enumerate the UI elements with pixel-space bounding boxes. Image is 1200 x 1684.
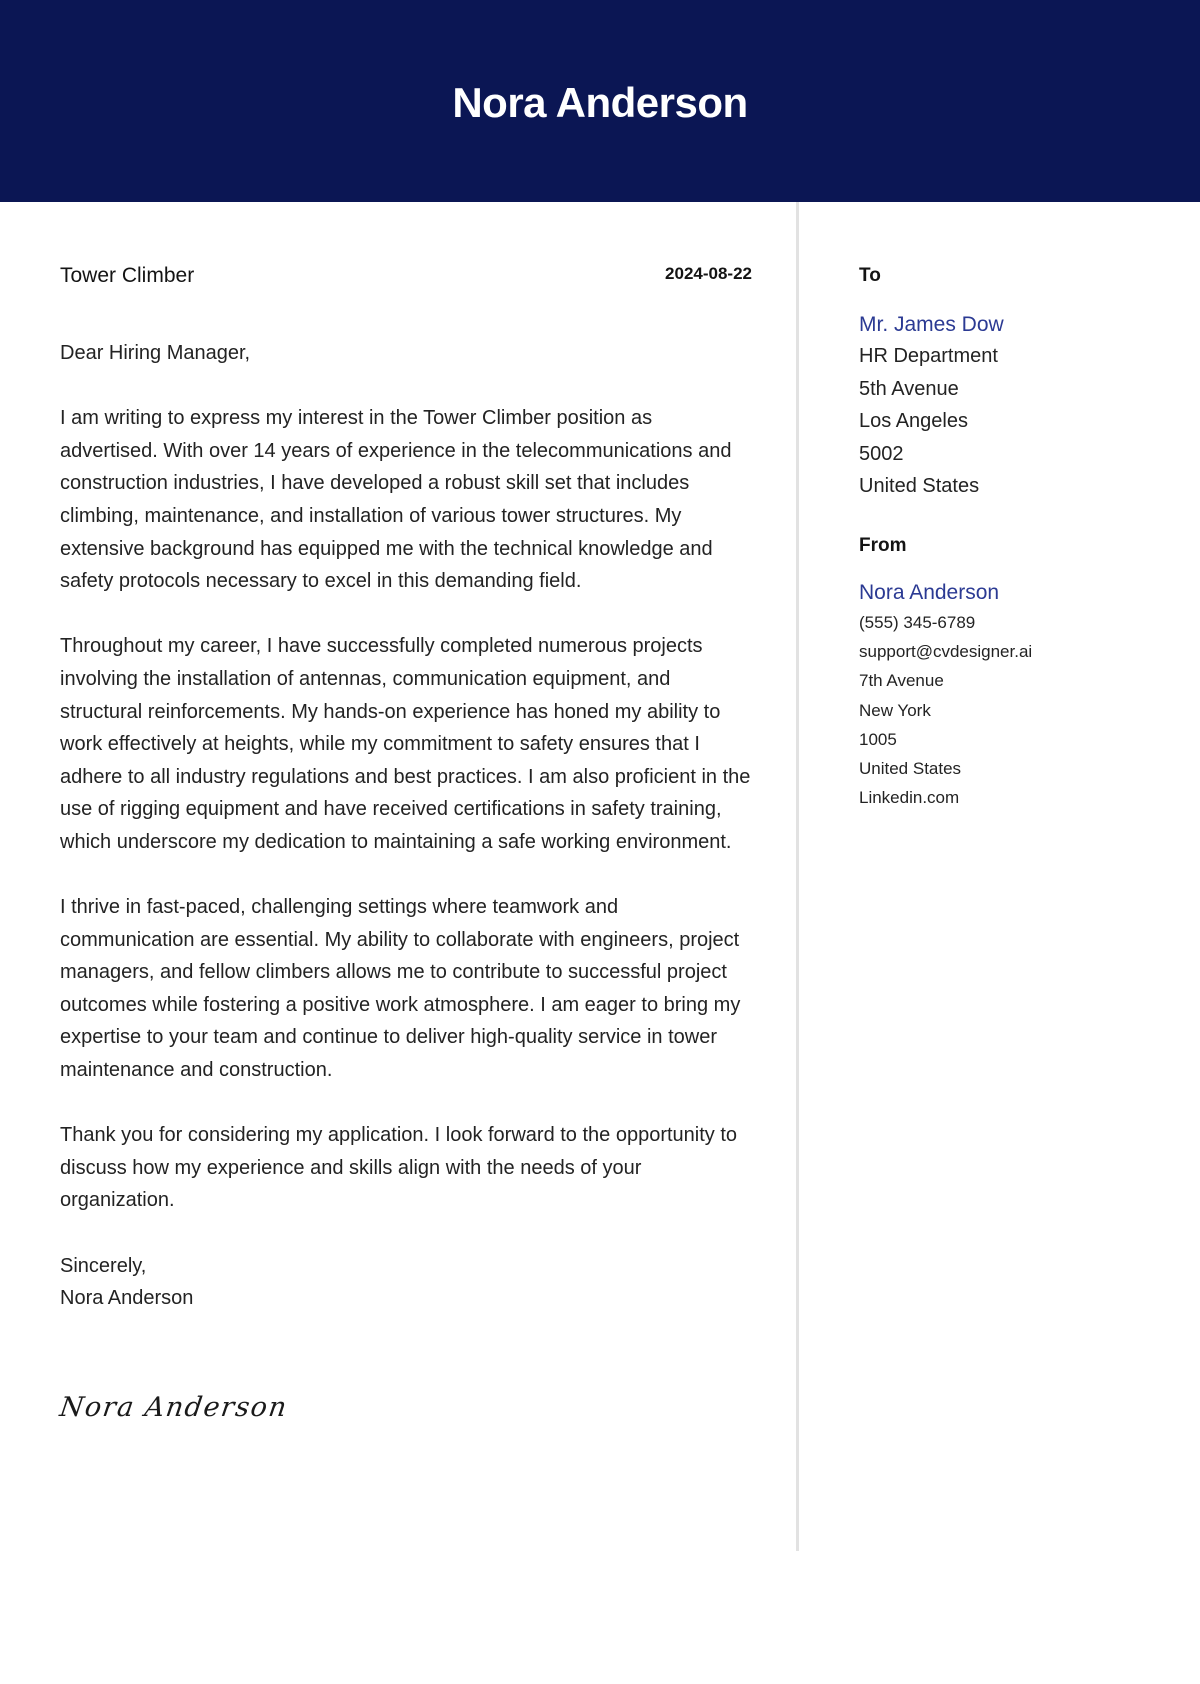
recipient-country: United States	[859, 475, 980, 498]
letter-paragraph: I thrive in fast-paced, challenging settings where teamwork and communication are essential. My ability to collaborate with engineers, project managers, and fellow climbers allows me to contribute to successful project outcomes while fostering a positive work atmosphere. I am eager to bring my expertise to your team and continue to deliver high-quality service in tower maintenance and construction.	[60, 896, 741, 1082]
handwritten-signature: Nora Anderson	[57, 1392, 290, 1423]
sender-heading: From	[859, 535, 907, 556]
sender-name: Nora Anderson	[859, 581, 1000, 604]
sender-street: 7th Avenue	[859, 671, 944, 691]
sender-website: Linkedin.com	[859, 788, 960, 808]
recipient-street: 5th Avenue	[859, 377, 959, 400]
recipient-department: HR Department	[859, 345, 998, 367]
letter-paragraph: Thank you for considering my application. I look forward to the opportunity to discuss how my experience and skills align with the needs of your organization.	[60, 1124, 738, 1212]
page-header	[0, 0, 1200, 202]
letter-paragraph: I am writing to express my interest in the Tower Climber position as advertised. With over 14 years of experience in the telecommunications and construction industries, I have developed a robust skill set that includes climbing, maintenance, and installation of various tower structures. My extensive background has equipped me with the technical knowledge and safety protocols necessary to excel in this demanding field.	[60, 407, 732, 593]
header-name: Nora Anderson	[452, 79, 748, 126]
recipient-heading: To	[859, 265, 881, 286]
letter-closing: Sincerely,	[60, 1254, 147, 1277]
recipient-name: Mr. James Dow	[859, 313, 1004, 336]
sender-country: United States	[859, 759, 962, 779]
sender-block	[859, 532, 1032, 812]
letter-date: 2024-08-22	[665, 264, 752, 283]
letter-body	[60, 337, 752, 1315]
column-divider	[796, 202, 799, 1551]
sender-postal-code: 1005	[859, 729, 897, 749]
letter-paragraph: Throughout my career, I have successfully completed numerous projects involving the installation of antennas, communication equipment, and structural reinforcements. My hands-on experience has honed my ability to work effectively at heights, while my commitment to safety ensures that I adhere to all industry regulations and best practices. I am also proficient in the use of rigging equipment and have received certifications in safety training, which underscore my dedication to maintaining a safe working environment.	[60, 635, 751, 853]
letter-greeting: Dear Hiring Manager,	[60, 342, 251, 364]
sender-phone: (555) 345-6789	[859, 613, 976, 632]
recipient-postal-code: 5002	[859, 442, 904, 465]
sender-city: New York	[859, 700, 931, 720]
job-title: Tower Climber	[60, 264, 195, 287]
recipient-block	[859, 262, 1004, 503]
sender-email: support@cvdesigner.ai	[859, 642, 1033, 662]
letter-closing-name: Nora Anderson	[60, 1287, 194, 1310]
recipient-city: Los Angeles	[859, 410, 968, 433]
